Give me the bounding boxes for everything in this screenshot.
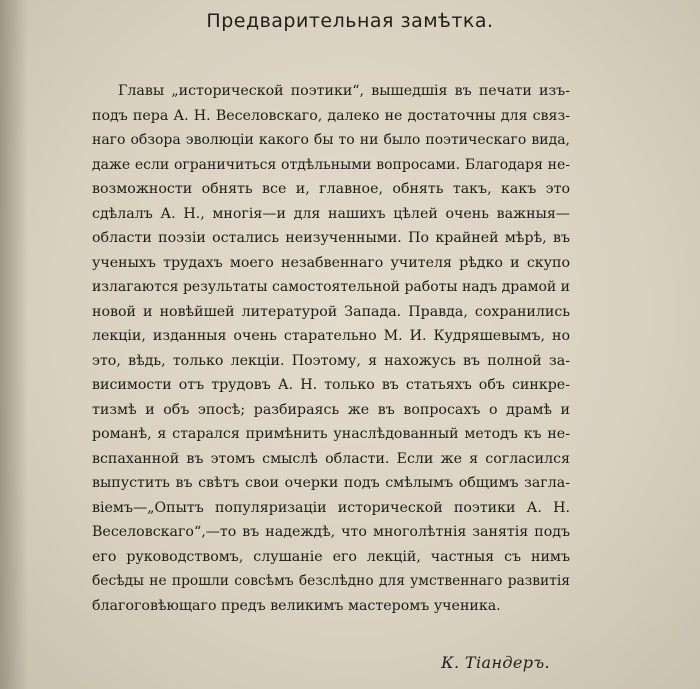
author-signature: К. Тіандеръ. — [441, 653, 550, 672]
text-line: тизмѣ и объ эпосѣ; разбираясь же въ вопросахъ о драмѣ и — [92, 401, 570, 418]
text-line: выпустить въ свѣтъ свои очерки подъ смѣлымъ общимъ загла- — [92, 475, 570, 491]
text-line: сдѣлалъ А. Н., многія—и для нашихъ цѣлей очень важныя— — [92, 205, 570, 222]
text-line: наго обзора эволюціи какого бы то ни было поэтическаго вида, — [92, 132, 570, 148]
text-line: ученыхъ трудахъ моего незабвеннаго учителя рѣдко и скупо — [92, 254, 570, 271]
text-line: висимости отъ трудовъ А. Н. только въ статьяхъ объ синкре- — [92, 377, 570, 393]
text-line: излагаются результаты самостоятельной работы надъ драмой и — [92, 279, 570, 295]
text-line: возможности обнять все и, главное, обнять такъ, какъ это — [92, 181, 570, 197]
text-line: подъ пера А. Н. Веселовскаго, далеко не достаточны для связ- — [92, 107, 570, 124]
text-line: бесѣды не прошли совсѣмъ безслѣдно для умственнаго развитія — [92, 573, 570, 589]
text-line: віемъ—„Опытъ популяризаціи исторической поэтики А. Н. — [92, 499, 570, 516]
text-line: благоговѣющаго предъ великимъ мастеромъ ученика. — [92, 597, 501, 614]
text-line: Веселовскаго“,—то въ надеждѣ, что многолѣтнія занятія подъ — [92, 524, 570, 540]
text-line: лекціи, изданныя очень старательно М. И. Кудряшевымъ, но — [92, 328, 570, 344]
page-edge-shadow — [0, 0, 28, 689]
page-title: Предварительная замѣтка. — [206, 10, 494, 32]
text-line: его руководствомъ, слушаніе его лекцій, частныя съ нимъ — [92, 548, 570, 565]
text-line: вспаханной въ этомъ смыслѣ области. Если же я согласился — [92, 450, 570, 467]
text-line: даже если ограничиться отдѣльными вопросами. Благодаря не- — [92, 156, 570, 173]
text-line: Главы „исторической поэтики“, вышедшія въ печати изъ- — [118, 83, 570, 99]
text-line: романѣ, я старался примѣнить унаслѣдованный методъ къ не- — [92, 426, 570, 442]
text-line: новой и новѣйшей литературой Запада. Правда, сохранились — [92, 303, 570, 320]
text-line: это, вѣдь, только лекціи. Поэтому, я нахожусь въ полной за- — [92, 352, 570, 369]
preface-paragraph — [92, 79, 570, 618]
text-line: области поэзіи остались неизученными. По крайней мѣрѣ, въ — [92, 230, 570, 246]
